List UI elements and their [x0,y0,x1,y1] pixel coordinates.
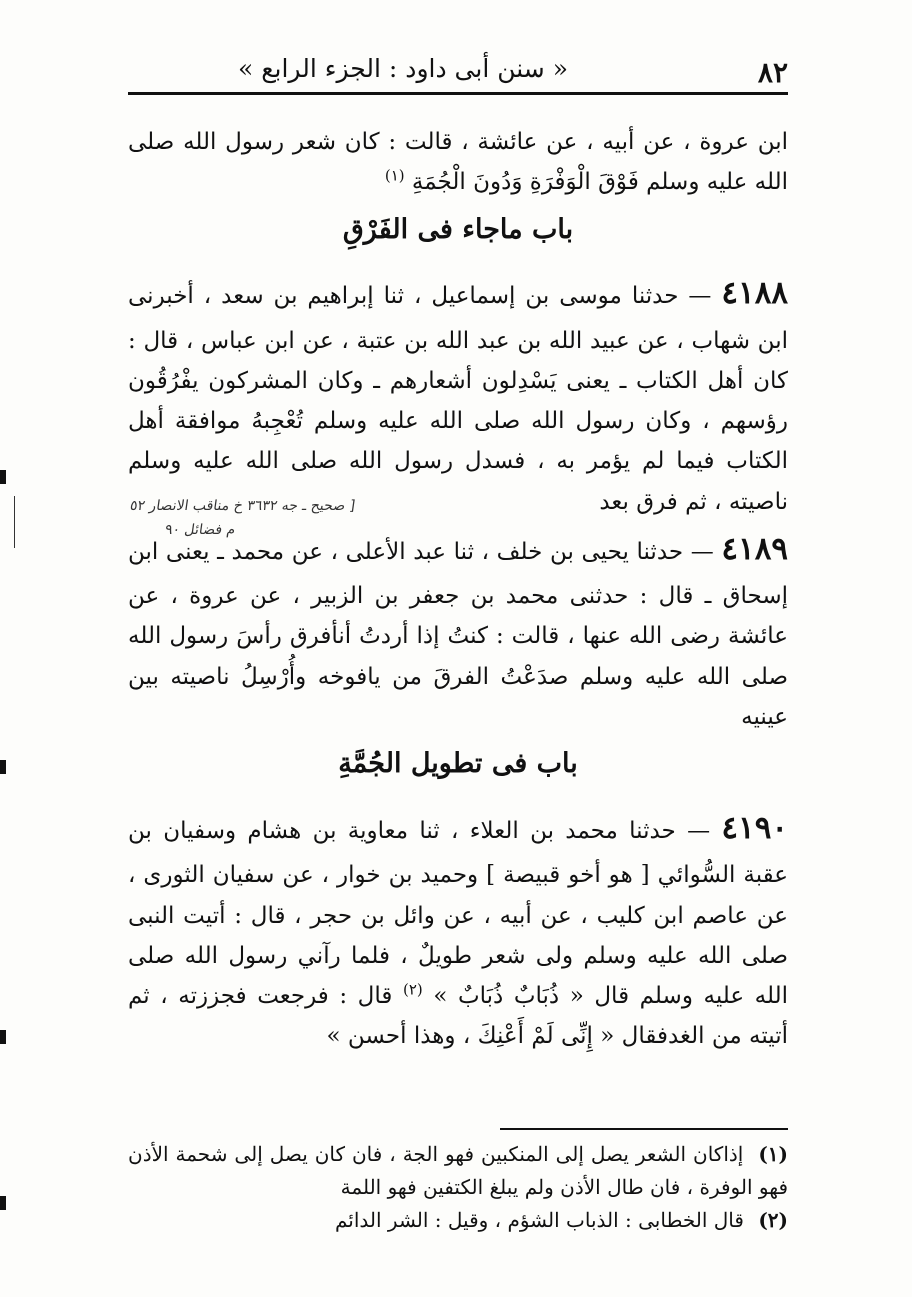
hadith-text: — حدثنا يحيى بن خلف ، ثنا عبد الأعلى ، عن محمد ـ يعنى ابن إسحاق ـ قال : حدثنى محمد بن جعفر بن الزبير ، عن عروة ، عن عائشة رضى الله عنها ، قالت : كنتُ إذا أردتُ أنأفرق رأسَ رسول الله صلى الله عليه وسلم صدَعْتُ الفرقَ من يافوخه وأُرْسِلُ ناصيته بين عينيه [128,538,788,730]
footnotes [128,1138,788,1237]
footnote-ref-1: (١) [384,166,405,185]
chapter-heading-long-hair: باب فى تطويل الجُمَّةِ [338,748,578,780]
scan-edge-mark [0,1030,6,1044]
margin-note-line: [ صحيح ـ جه ٣٦٣٢ خ مناقب الانصار ٥٢ [128,498,357,514]
scan-edge-mark [0,760,6,774]
hadith-text-end: قال : فرجعت فجززته ، ثم أتيته من الغدفقال « إِنِّى لَمْ أَعْنِكَ ، وهذا أحسن » [128,983,788,1050]
hadith-4189 [128,522,788,737]
margin-note-line: م فضائل ٩٠ [163,522,237,538]
hadith-4190 [128,801,788,1057]
hadith-text: — حدثنا محمد بن العلاء ، ثنا معاوية بن هشام وسفيان بن عقبة السُّوائي [ هو أخو قبيصة ] وحميد بن خوار ، عن سفيان الثورى ، عن عاصم ابن كليب ، عن أبيه ، عن وائل بن حجر ، قال : أتيت النبى صلى الله عليه وسلم ولى شعر طويلٌ ، فلما رآني رسول الله صلى الله عليه وسلم قال « ذُبَابٌ ذُبَابٌ » [128,818,789,1010]
opening-text: ابن عروة ، عن أبيه ، عن عائشة ، قالت : كان شعر رسول الله صلى الله عليه وسلم فَوْقَ الْوَفْرَةِ وَدُونَ الْجُمَةِ [128,129,788,196]
hadith-4188 [128,266,788,522]
chapter-heading-parting: باب ماجاء فى الفَرْقِ [342,213,574,245]
page-header [128,50,788,94]
footnote-2 [128,1204,788,1237]
footnote-rule [500,1128,788,1130]
page-number: ٨٢ [757,56,788,89]
footnote-number: (٢) [758,1208,788,1232]
opening-paragraph [128,122,788,203]
footnote-text: إذاكان الشعر يصل إلى المنكبين فهو الجة ، فان كان يصل إلى شحمة الأذن فهو الوفرة ، فان طال الأذن ولم يبلغ الكتفين فهو اللمة [128,1142,788,1199]
footnote-text: قال الخطابى : الذباب الشؤم ، وقيل : الشر الدائم [334,1208,744,1232]
running-title: « سنن أبى داود : الجزء الرابع » [237,54,568,83]
footnote-1 [128,1138,788,1204]
scan-edge-mark [0,470,6,484]
header-rule [128,92,788,95]
hadith-number: ٤١٨٨ [721,275,788,312]
scan-edge-mark [0,1196,6,1210]
main-text [128,122,788,1057]
handwritten-margin-note [14,496,355,548]
hadith-number: ٤١٨٩ [721,530,788,567]
footnote-ref-2: (٢) [402,980,423,999]
footnote-number: (١) [758,1142,788,1166]
hadith-number: ٤١٩٠ [721,810,788,847]
hadith-text: — حدثنا موسى بن إسماعيل ، ثنا إبراهيم بن سعد ، أخبرنى ابن شهاب ، عن عبيد الله بن عبد الله بن عتبة ، عن ابن عباس ، قال : كان أهل الكتاب ـ يعنى يَسْدِلون أشعارهم ـ وكان المشركون يفْرُقُون رؤسهم ، وكان رسول الله صلى الله عليه وسلم تُعْجِبهُ موافقة أهل الكتاب فيما لم يؤمر به ، فسدل رسول الله صلى الله عليه وسلم ناصيته ، ثم فرق بعد [128,283,788,515]
